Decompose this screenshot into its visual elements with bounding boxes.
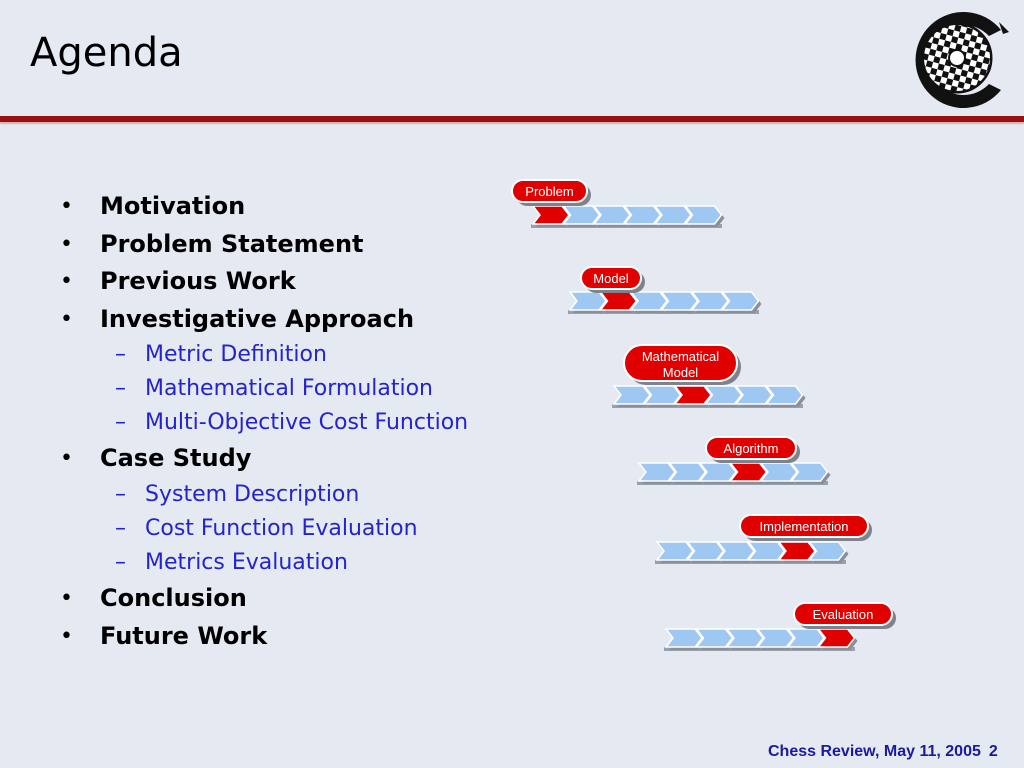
step-chevron xyxy=(666,629,702,647)
process-stage xyxy=(612,345,806,408)
step-chevron xyxy=(614,386,650,404)
stage-label: Algorithm xyxy=(723,441,779,456)
footer-text: Chess Review, May 11, 2005 xyxy=(768,743,981,760)
process-stage xyxy=(664,603,896,651)
agenda-item: • Problem Statement xyxy=(56,226,468,264)
process-stage xyxy=(568,267,762,314)
agenda-item: • Conclusion xyxy=(56,580,468,618)
slide-title: Agenda xyxy=(30,30,183,76)
agenda-item: • Future Work xyxy=(56,618,468,656)
step-chevron xyxy=(639,463,675,481)
stage-label: Model xyxy=(593,271,629,286)
active-step-chevron xyxy=(533,206,569,224)
agenda-subitem: – Metric Definition xyxy=(56,338,468,372)
agenda-subitem: – Mathematical Formulation xyxy=(56,372,468,406)
process-stage xyxy=(512,180,725,228)
stage-label: Mathematical Model xyxy=(641,349,720,380)
step-chevron xyxy=(570,292,606,310)
stage-label: Implementation xyxy=(759,519,849,534)
process-stage xyxy=(655,515,872,564)
agenda-item: • Case Study xyxy=(56,440,468,478)
stage-label: Problem xyxy=(525,184,574,199)
agenda-subitem: – Cost Function Evaluation xyxy=(56,512,468,546)
agenda-item: • Previous Work xyxy=(56,263,468,301)
agenda-subitem: – Multi-Objective Cost Function xyxy=(56,406,468,440)
slide-footer xyxy=(768,743,998,761)
stage-label: Evaluation xyxy=(812,607,874,622)
process-stage xyxy=(637,437,831,485)
agenda-subitem: – System Description xyxy=(56,478,468,512)
agenda-item: • Motivation xyxy=(56,188,468,226)
agenda-item: • Investigative Approach xyxy=(56,301,468,339)
agenda-subitem: – Metrics Evaluation xyxy=(56,546,468,580)
page-number: 2 xyxy=(988,743,998,760)
step-chevron xyxy=(657,542,693,560)
